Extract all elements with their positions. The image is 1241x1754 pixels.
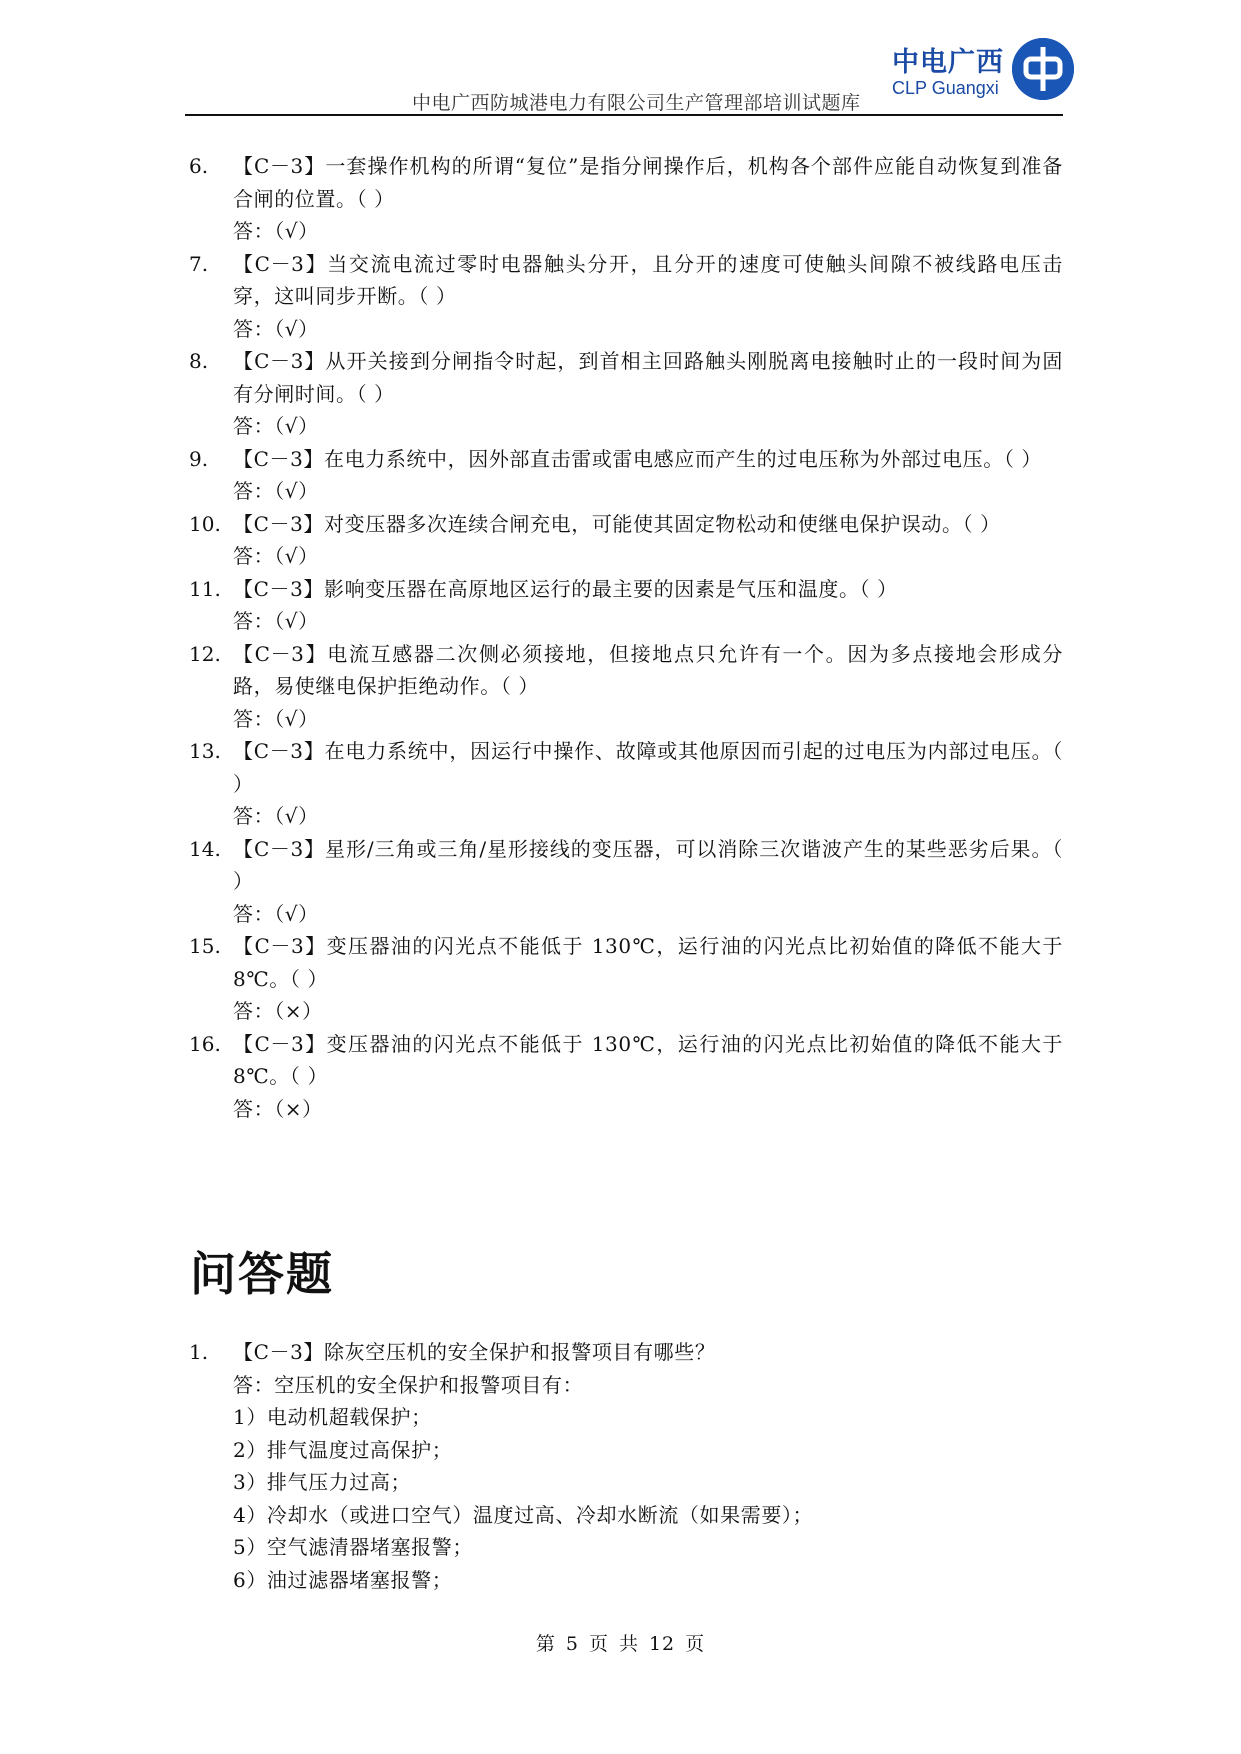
question-number: 16. (189, 1031, 221, 1056)
qa-item (0, 1336, 1241, 1596)
question-answer: 答：（√） (233, 316, 319, 341)
footer-prefix: 第 (535, 1633, 556, 1655)
judgement-question (0, 833, 1241, 931)
question-number: 15. (189, 934, 221, 958)
logo-english-text: CLP Guangxi (892, 78, 999, 98)
logo-chinese-text: 中电广西 (892, 47, 1004, 78)
qa-answer-intro: 答：空压机的安全保护和报警项目有： (233, 1372, 584, 1397)
question-text: 【C－3】变压器油的闪光点不能低于 130℃，运行油的闪光点比初始值的降低不能大于 8℃。（ ） (233, 934, 1063, 991)
judgement-question (0, 573, 1241, 638)
judgement-question (0, 345, 1241, 443)
judgement-question (0, 508, 1241, 573)
clp-logo-icon (1012, 38, 1074, 100)
judgement-question (0, 248, 1241, 346)
question-text: 【C－3】当交流电流过零时电器触头分开，且分开的速度可使触头间隙不被线路电压击穿，这叫同步开断。（ ） (233, 251, 1063, 308)
question-answer: 答：（√） (233, 479, 319, 503)
header-divider (185, 114, 1063, 116)
question-text: 【C－3】从开关接到分闸指令时起，到首相主回路触头刚脱离电接触时止的一段时间为固有分闸时间。（ ） (233, 349, 1063, 406)
question-answer: 答：（√） (233, 901, 319, 926)
qa-answer-item: 4）冷却水（或进口空气）温度过高、冷却水断流（如果需要）； (233, 1502, 814, 1527)
question-text: 【C－3】在电力系统中，因外部直击雷或雷电感应而产生的过电压称为外部过电压。（ ） (233, 446, 1042, 471)
qa-question-number: 1. (189, 1340, 209, 1364)
judgement-question (0, 735, 1241, 833)
question-number: 9. (189, 446, 209, 471)
question-text: 【C－3】星形/三角或三角/星形接线的变压器，可以消除三次谐波产生的某些恶劣后果。（ ） (233, 836, 1063, 893)
qa-answer-item: 5）空气滤清器堵塞报警； (233, 1535, 473, 1559)
question-answer: 答：（√） (233, 414, 319, 438)
qa-answer-item: 6）油过滤器堵塞报警； (233, 1567, 453, 1592)
judgement-question (0, 150, 1241, 248)
question-number: 7. (189, 251, 209, 276)
footer-total-word: 共 (618, 1633, 639, 1655)
qa-answer-lines (0, 1369, 1241, 1597)
page-footer (0, 1629, 1241, 1656)
question-number: 6. (189, 154, 209, 178)
question-text: 【C－3】对变压器多次连续合闸充电，可能使其固定物松动和使继电保护误动。（ ） (233, 511, 1001, 536)
question-number: 10. (189, 511, 221, 536)
question-number: 13. (189, 739, 221, 763)
question-text: 【C－3】变压器油的闪光点不能低于 130℃，运行油的闪光点比初始值的降低不能大于 8℃。（ ） (233, 1031, 1063, 1088)
question-number: 11. (189, 576, 221, 601)
footer-page-word: 页 (588, 1633, 609, 1655)
judgement-question (0, 638, 1241, 736)
document-header-title: 中电广西防城港电力有限公司生产管理部培训试题库 (412, 92, 861, 114)
question-answer: 答：（√） (233, 804, 319, 828)
current-page-number: 5 (565, 1633, 579, 1655)
question-text: 【C－3】电流互感器二次侧必须接地，但接地点只允许有一个。因为多点接地会形成分路，易使继电保护拒绝动作。（ ） (233, 641, 1063, 698)
judgement-question-list (0, 150, 1241, 1125)
question-number: 14. (189, 836, 221, 861)
question-answer: 答：（√） (233, 706, 319, 731)
judgement-question (0, 443, 1241, 508)
question-answer: 答：（√） (233, 544, 319, 568)
question-answer: 答：（√） (233, 219, 319, 243)
judgement-question (0, 1028, 1241, 1126)
question-answer: 答：（√） (233, 609, 319, 633)
qa-answer-item: 2）排气温度过高保护； (233, 1437, 453, 1462)
question-answer: 答：（×） (233, 999, 323, 1023)
question-text: 【C－3】一套操作机构的所谓“复位”是指分闸操作后，机构各个部件应能自动恢复到准备合闸的位置。（ ） (233, 154, 1063, 211)
question-text: 【C－3】在电力系统中，因运行中操作、故障或其他原因而引起的过电压为内部过电压。（ ） (233, 739, 1063, 796)
qa-answer-item: 3）排气压力过高； (233, 1470, 412, 1494)
section-title: 问答题 (190, 1247, 334, 1301)
total-page-count: 12 (648, 1633, 676, 1655)
company-logo (884, 38, 1074, 106)
judgement-question (0, 930, 1241, 1028)
qa-question-text: 【C－3】除灰空压机的安全保护和报警项目有哪些？ (233, 1340, 716, 1364)
question-number: 8. (189, 349, 209, 373)
question-number: 12. (189, 641, 221, 666)
footer-suffix: 页 (685, 1633, 706, 1655)
qa-answer-item: 1）电动机超载保护； (233, 1405, 432, 1429)
question-text: 【C－3】影响变压器在高原地区运行的最主要的因素是气压和温度。（ ） (233, 576, 898, 601)
question-answer: 答：（×） (233, 1096, 323, 1121)
qa-question (0, 1336, 1241, 1369)
